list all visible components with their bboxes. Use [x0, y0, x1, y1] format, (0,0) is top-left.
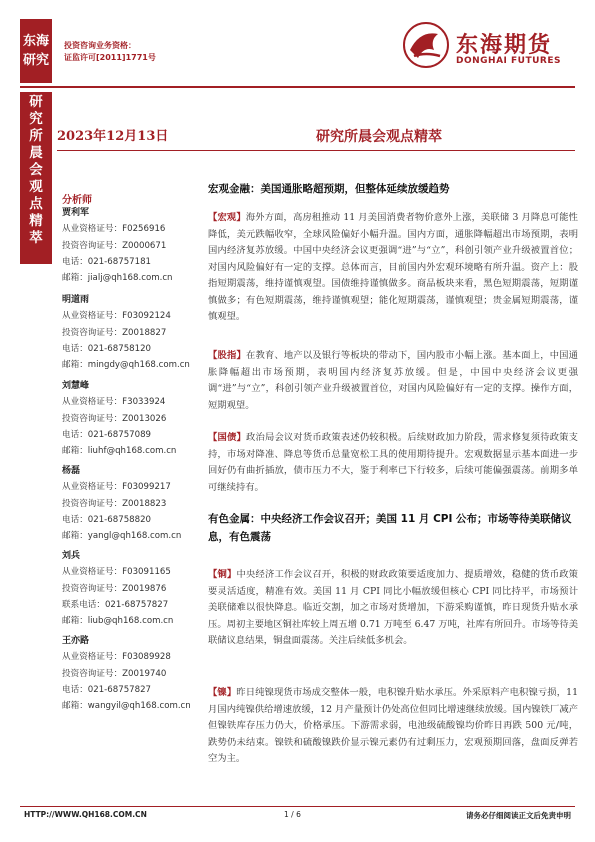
side-title-char: 点	[29, 196, 43, 212]
paragraph-tag: 【铜】	[208, 569, 237, 580]
donghai-logo-icon	[400, 20, 452, 70]
analyst-name: 王亦路	[62, 636, 90, 646]
paragraph-tag: 【国债】	[208, 432, 246, 443]
side-title-char: 研	[29, 94, 43, 110]
analyst-advisory-license: 投资咨询证号：Z0018827	[62, 327, 167, 338]
side-title-char: 观	[29, 179, 43, 195]
analyst-name: 贾利军	[62, 208, 90, 218]
report-title: 研究所晨会观点精萃	[316, 129, 442, 145]
analyst-card	[62, 378, 202, 459]
analyst-name: 刘慧峰	[62, 381, 90, 391]
analyst-card	[62, 292, 202, 373]
paragraph-text: 昨日纯镍现货市场成交整体一般，电积镍升贴水承压。外采原料产电积镍亏损，11 月国内纯镍供给增速放缓，12 月产量预计仍处高位但同比增速继续放缓。国内镍铁厂减产但镍铁库存压力仍大，价格承压。下游需求弱，电池级硫酸镍均价昨日再跌 500 元/吨，跌势仍未结束。镍铁和硫酸镍跌价显示镍元素仍有过剩压力，宏观预期回落，盘面反弹若空为主。	[208, 687, 578, 764]
title-divider	[57, 150, 575, 151]
analyst-phone: 电话：021-68758120	[62, 343, 152, 354]
paragraph-tag: 【镍】	[208, 687, 237, 698]
side-title-char: 精	[29, 213, 43, 229]
analyst-card	[62, 633, 202, 714]
logo-subtext: DONGHAI FUTURES	[456, 56, 561, 66]
paragraph-tag: 【股指】	[208, 350, 246, 361]
qualification-line1: 投资咨询业务资格：	[64, 41, 136, 50]
analyst-license: 从业资格证号：F03091165	[62, 567, 171, 578]
paragraph-copper	[208, 567, 578, 650]
brand-side-line2: 研究	[22, 53, 49, 68]
page-number: 1 / 6	[284, 810, 301, 819]
analyst-license: 从业资格证号：F03092124	[62, 311, 171, 322]
side-title-char: 晨	[29, 145, 43, 161]
paragraph-bonds	[208, 430, 578, 496]
analyst-advisory-license: 投资咨询证号：Z0000671	[62, 240, 167, 251]
brand-side-line1: 东海	[22, 34, 49, 49]
analyst-phone: 电话：021-68757827	[62, 684, 152, 695]
paragraph-tag: 【宏观】	[208, 212, 246, 223]
analyst-email: 邮箱：liuhf@qh168.com.cn	[62, 446, 177, 457]
paragraph-stock-index	[208, 348, 578, 414]
analyst-license: 从业资格证号：F0256916	[62, 224, 166, 235]
analyst-email: 邮箱：yangl@qh168.com.cn	[62, 531, 182, 542]
side-title	[20, 92, 52, 264]
paragraph-macro	[208, 210, 578, 326]
analyst-name: 明道雨	[62, 295, 90, 305]
side-title-char: 会	[29, 162, 43, 178]
analyst-name: 杨磊	[62, 466, 81, 476]
section-heading-metals: 有色金属：中央经济工作会议召开；美国 11 月 CPI 公布；市场等待美联储议息，有色震荡	[208, 513, 572, 543]
section-heading-macro: 宏观金融：美国通胀略超预期，但整体延续放缓趋势	[208, 183, 450, 195]
analyst-advisory-license: 投资咨询证号：Z0019876	[62, 583, 167, 594]
analyst-phone: 电话：021-68758820	[62, 514, 152, 525]
analyst-phone: 电话：021-68757181	[62, 256, 152, 267]
analyst-email: 邮箱：wangyil@qh168.com.cn	[62, 701, 191, 712]
footer-url[interactable]: HTTP://WWW.QH168.COM.CN	[24, 810, 147, 819]
analyst-card	[62, 463, 202, 544]
footer-divider	[20, 806, 575, 807]
paragraph-text: 政治局会议对货币政策表述仍较积极。后续财政加力阶段，需求修复须待政策支持，市场对降准、降息等货币总量宽松工具的使用期待提升。宏观数据显示基本面进一步回好仍有曲折插放，债市压力不大，鉴于利率已下行较多，后续可能偏强震荡。前期多单可继续持有。	[208, 432, 578, 493]
analyst-license: 从业资格证号：F03089928	[62, 652, 171, 663]
report-date: 2023年12月13日	[57, 129, 169, 144]
logo-text: 东海期货	[456, 33, 553, 58]
analyst-name: 刘兵	[62, 551, 81, 561]
header-divider	[20, 86, 575, 88]
paragraph-text: 在教育、地产以及银行等板块的带动下，国内股市小幅上涨。基本面上，中国通胀降幅超出市场预期，表明国内经济复苏放缓。但是，中国中央经济会议更强调“进”与“立”，科创引领产业升级被置首位，对国内风险偏好有一定的支撑。操作方面，短期观望。	[208, 350, 578, 411]
analyst-card	[62, 548, 202, 629]
qualification-line2: 证监许可[2011]1771号	[64, 53, 156, 62]
paragraph-nickel	[208, 685, 578, 768]
footer-disclaimer: 请务必仔细阅读正文后免责申明	[466, 811, 571, 820]
analyst-email: 邮箱：liub@qh168.com.cn	[62, 616, 174, 627]
analyst-advisory-license: 投资咨询证号：Z0018823	[62, 498, 167, 509]
analyst-advisory-license: 投资咨询证号：Z0013026	[62, 413, 167, 424]
analyst-heading: 分析师	[62, 195, 92, 206]
side-title-char: 萃	[29, 230, 43, 246]
brand-side-label	[20, 19, 52, 83]
analyst-phone: 联系电话：021-68757827	[62, 599, 169, 610]
analyst-advisory-license: 投资咨询证号：Z0019740	[62, 668, 167, 679]
side-title-char: 所	[29, 128, 43, 144]
analyst-card	[62, 205, 202, 286]
analyst-license: 从业资格证号：F3033924	[62, 397, 166, 408]
analyst-email: 邮箱：jialj@qh168.com.cn	[62, 273, 173, 284]
paragraph-text: 中央经济工作会议召开，积极的财政政策要适度加力、提质增效，稳健的货币政策要灵活适度，精准有效。美国 11 月 CPI 同比小幅放缓但核心 CPI 同比持平，市场预计美联储难以很快降息。临近交割，加之市场对货增加，下游采购谨慎，昨日现货升贴水承压。周初主要地区铜社库较上周五增 0.71 万吨至 6.47 万吨，社库有所回升。市场等待美联储议息结果，铜盘面震荡。关注后续低多机会。	[208, 569, 578, 646]
analyst-phone: 电话：021-68757089	[62, 429, 152, 440]
analyst-license: 从业资格证号：F03099217	[62, 482, 171, 493]
paragraph-text: 海外方面，高房租推动 11 月美国消费者物价意外上涨，美联储 3 月降息可能性降低，美元跌幅收窄，全球风险偏好小幅升温。国内方面，通胀降幅超出市场预期，表明国内经济复苏放缓。中国中央经济会议更强调“进”与“立”，科创引领产业升级被置首位；对国内风险偏好有一定的支撑。总体而言，目前国内外宏观环境略有所升温。资产上：股指短期震荡，维持谨慎观望。国债维持谨慎做多。商品板块来看，黑色短期震荡，短期谨慎做多；有色短期震荡，维持谨慎观望；能化短期震荡，谨慎观望；贵金属短期震荡，谨慎观望。	[208, 212, 578, 322]
analyst-email: 邮箱：mingdy@qh168.com.cn	[62, 360, 190, 371]
side-title-char: 究	[29, 111, 43, 127]
